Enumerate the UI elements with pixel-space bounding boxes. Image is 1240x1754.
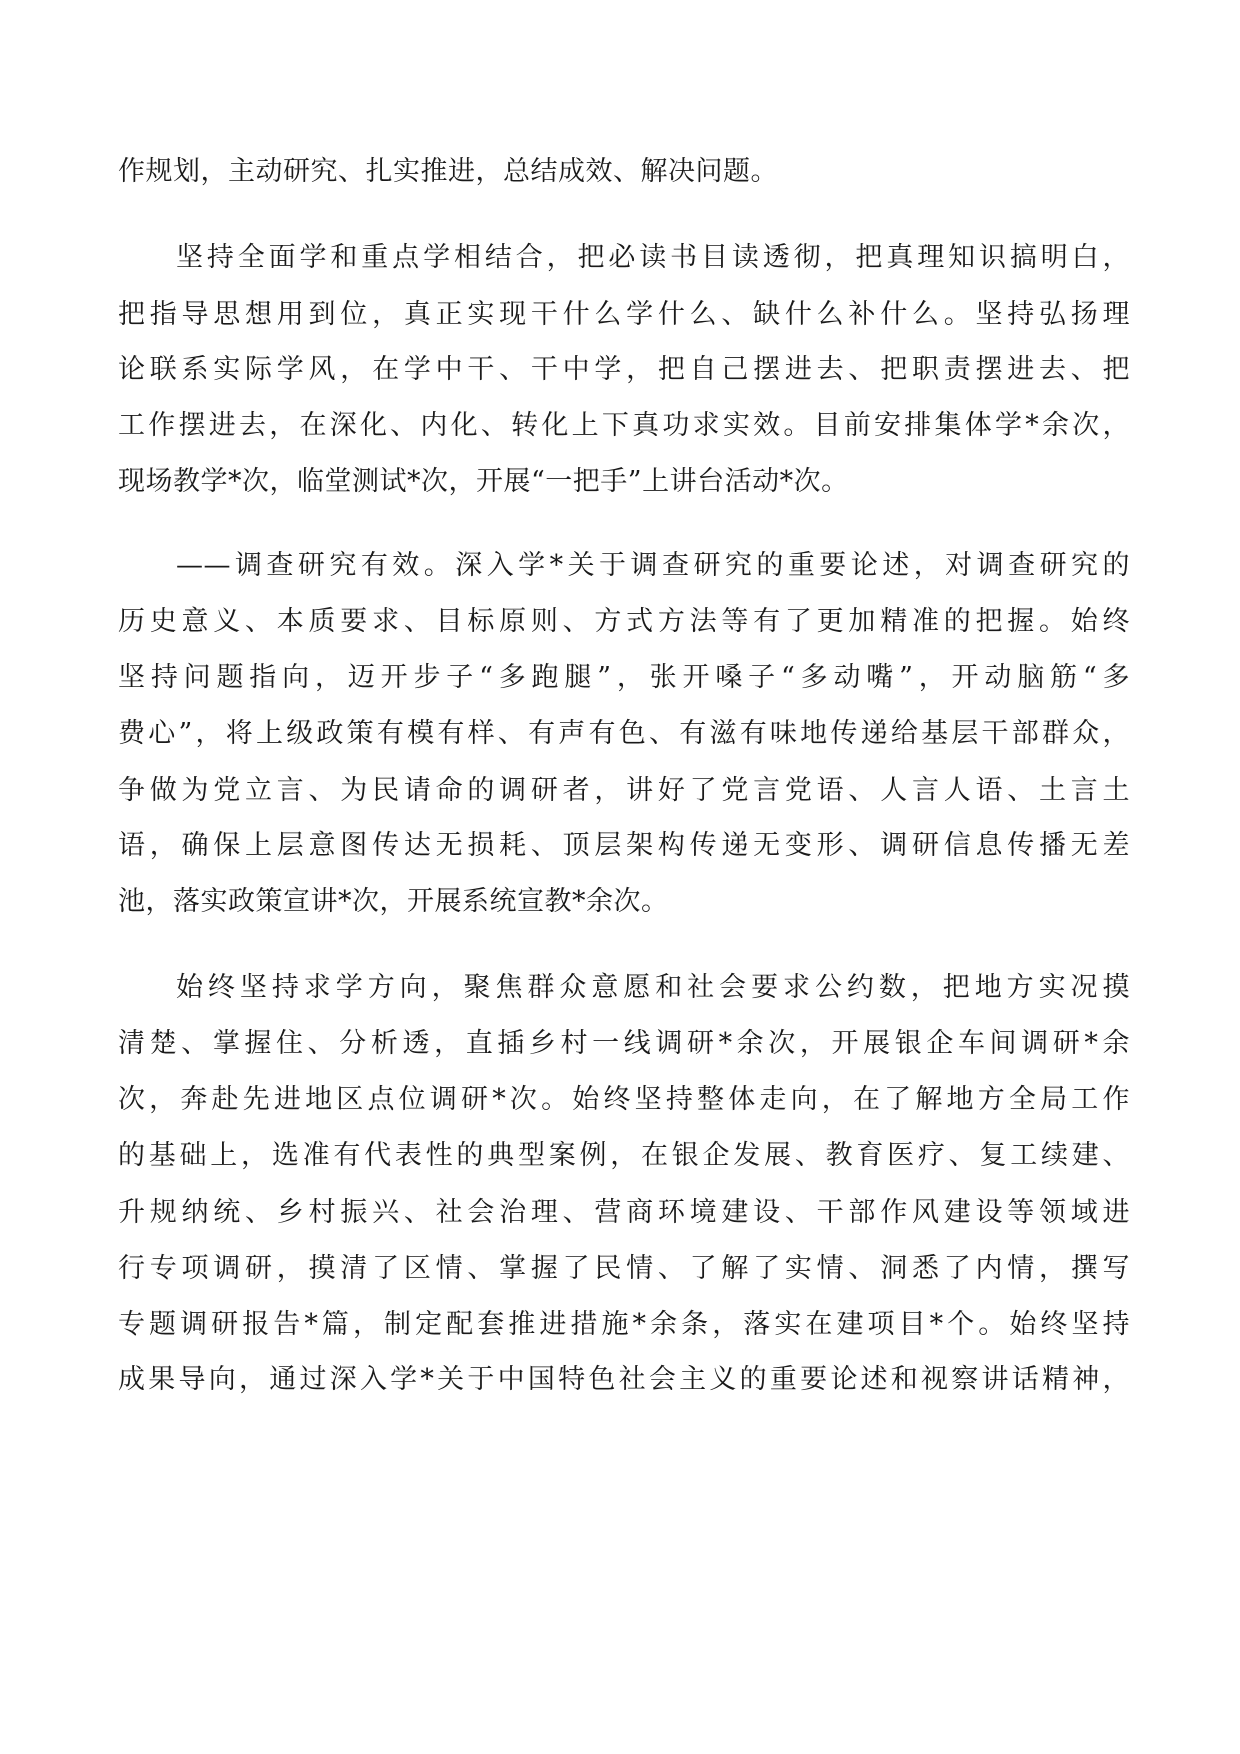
paragraph-2-line-5: 现场教学*次，临堂测试*次，开展“一把手”上讲台活动*次。 [118,466,849,497]
paragraph-2-line-2: 把指导思想用到位，真正实现干什么学什么、缺什么补什么。坚持弘扬理 [118,299,1130,330]
paragraph-3-line-1: ——调查研究有效。深入学*关于调查研究的重要论述，对调查研究的 [176,550,1130,581]
paragraph-3-line-6: 语，确保上层意图传达无损耗、顶层架构传递无变形、调研信息传播无差 [118,830,1130,861]
paragraph-2-line-3: 论联系实际学风，在学中干、干中学，把自己摆进去、把职责摆进去、把 [118,354,1130,385]
paragraph-4-line-2: 清楚、掌握住、分析透，直插乡村一线调研*余次，开展银企车间调研*余 [118,1028,1130,1059]
paragraph-1-line-1: 作规划，主动研究、扎实推进，总结成效、解决问题。 [118,156,778,187]
paragraph-4-line-4: 的基础上，选准有代表性的典型案例，在银企发展、教育医疗、复工续建、 [118,1140,1130,1171]
paragraph-4-line-3: 次，奔赴先进地区点位调研*次。始终坚持整体走向，在了解地方全局工作 [118,1084,1130,1115]
paragraph-3-line-5: 争做为党立言、为民请命的调研者，讲好了党言党语、人言人语、土言土 [118,775,1130,806]
paragraph-3-line-2: 历史意义、本质要求、目标原则、方式方法等有了更加精准的把握。始终 [118,606,1130,637]
paragraph-4-line-1: 始终坚持求学方向，聚焦群众意愿和社会要求公约数，把地方实况摸 [176,972,1130,1003]
paragraph-4-line-8: 成果导向，通过深入学*关于中国特色社会主义的重要论述和视察讲话精神， [118,1364,1130,1395]
paragraph-2-line-4: 工作摆进去，在深化、内化、转化上下真功求实效。目前安排集体学*余次， [118,410,1130,441]
paragraph-3-line-4: 费心”，将上级政策有模有样、有声有色、有滋有味地传递给基层干部群众， [118,718,1130,749]
paragraph-3-line-3: 坚持问题指向，迈开步子“多跑腿”，张开嗓子“多动嘴”，开动脑筋“多 [118,662,1130,693]
paragraph-4-line-5: 升规纳统、乡村振兴、社会治理、营商环境建设、干部作风建设等领域进 [118,1197,1130,1228]
paragraph-4-line-6: 行专项调研，摸清了区情、掌握了民情、了解了实情、洞悉了内情，撰写 [118,1253,1130,1284]
paragraph-3-line-7: 池，落实政策宣讲*次，开展系统宣教*余次。 [118,886,669,917]
paragraph-4-line-7: 专题调研报告*篇，制定配套推进措施*余条，落实在建项目*个。始终坚持 [118,1309,1130,1340]
paragraph-2-line-1: 坚持全面学和重点学相结合，把必读书目读透彻，把真理知识搞明白， [176,242,1130,273]
